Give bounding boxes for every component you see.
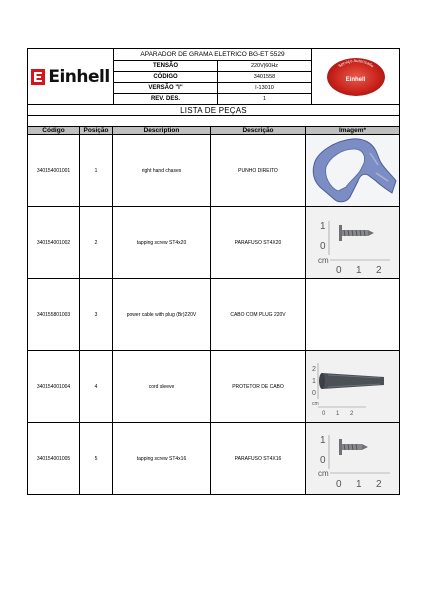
brand-logo — [28, 49, 114, 105]
table-row — [28, 423, 400, 495]
part-code: 340154001001 — [28, 135, 80, 207]
product-title: APARADOR DE GRAMA ELETRICO BG-ET 5529 — [114, 49, 312, 61]
sleeve-photo — [306, 351, 399, 422]
part-code: 340154001004 — [28, 351, 80, 423]
part-description: power cable with plug (Br)220V — [113, 279, 211, 351]
part-descricao: PARAFUSO ST4X20 — [211, 207, 306, 279]
table-row — [28, 207, 400, 279]
part-position: 5 — [80, 423, 113, 495]
field-value: 220V|60Hz — [218, 61, 312, 72]
parts-table — [27, 126, 400, 495]
part-position: 2 — [80, 207, 113, 279]
part-position: 3 — [80, 279, 113, 351]
seal-arc-text: Serviço Autorizado — [336, 57, 375, 68]
ruler-tick-label: 1 — [336, 411, 340, 417]
field-value: I-13010 — [218, 83, 312, 94]
ruler-tick-label: 0 — [336, 265, 342, 276]
ruler-tick-label: 1 — [320, 221, 326, 232]
ruler-tick-label: 0 — [320, 241, 326, 252]
parts-list-sheet — [27, 48, 399, 495]
part-image-cell — [306, 135, 400, 207]
column-header-description: Description — [113, 127, 211, 135]
column-header-position: Posição — [80, 127, 113, 135]
field-label: REV. DES. — [114, 94, 218, 105]
part-descricao: PARAFUSO ST4X16 — [211, 423, 306, 495]
einhell-e-icon — [31, 69, 45, 85]
field-label: TENSÃO — [114, 61, 218, 72]
ruler-unit: cm — [318, 469, 329, 478]
ruler-tick-label: 2 — [312, 366, 316, 373]
screw-photo — [306, 207, 399, 278]
field-label: VERSÃO "I" — [114, 83, 218, 94]
seal-brand-text: Einhell — [345, 77, 366, 83]
ruler-unit: cm — [318, 256, 329, 265]
ruler-unit: cm — [312, 401, 319, 407]
handle-photo — [306, 135, 399, 206]
svg-text:Serviço Autorizado — [337, 58, 375, 69]
authorized-service-seal — [312, 49, 400, 105]
part-image-cell — [306, 207, 400, 279]
table-row — [28, 135, 400, 207]
column-header-image: Imagem* — [306, 127, 400, 135]
ruler-tick-label: 2 — [376, 479, 382, 490]
part-position: 4 — [80, 351, 113, 423]
part-descricao: CABO COM PLUG 220V — [211, 279, 306, 351]
part-descricao: PUNHO DIREITO — [211, 135, 306, 207]
brand-name: Einhell — [48, 66, 110, 87]
part-image-cell-empty — [306, 279, 400, 351]
part-descricao: PROTETOR DE CABO — [211, 351, 306, 423]
column-header-descricao: Descrição — [211, 127, 306, 135]
field-value: 3401558 — [218, 72, 312, 83]
field-value: 1 — [218, 94, 312, 105]
header-table — [27, 48, 400, 127]
part-description: right hand chases — [113, 135, 211, 207]
part-code: 340154001005 — [28, 423, 80, 495]
part-description: tapping screw ST4x16 — [113, 423, 211, 495]
table-row — [28, 279, 400, 351]
part-image-cell — [306, 351, 400, 423]
ruler-tick-label: 2 — [376, 265, 382, 276]
part-code: 340155801003 — [28, 279, 80, 351]
ruler-tick-label: 1 — [320, 435, 326, 446]
list-title: LISTA DE PEÇAS — [28, 105, 400, 116]
part-description: tapping screw ST4x20 — [113, 207, 211, 279]
table-row — [28, 351, 400, 423]
part-position: 1 — [80, 135, 113, 207]
screw-photo — [306, 423, 399, 494]
ruler-tick-label: 0 — [322, 411, 326, 417]
field-label: CÓDIGO — [114, 72, 218, 83]
part-image-cell — [306, 423, 400, 495]
ruler-tick-label: 1 — [312, 378, 316, 385]
part-code: 340154001002 — [28, 207, 80, 279]
ruler-tick-label: 0 — [320, 455, 326, 466]
column-header-code: Código — [28, 127, 80, 135]
part-description: cord sleeve — [113, 351, 211, 423]
ruler-tick-label: 0 — [312, 390, 316, 397]
ruler-tick-label: 1 — [356, 479, 362, 490]
ruler-tick-label: 1 — [356, 265, 362, 276]
ruler-tick-label: 0 — [336, 479, 342, 490]
ruler-tick-label: 2 — [350, 411, 354, 417]
